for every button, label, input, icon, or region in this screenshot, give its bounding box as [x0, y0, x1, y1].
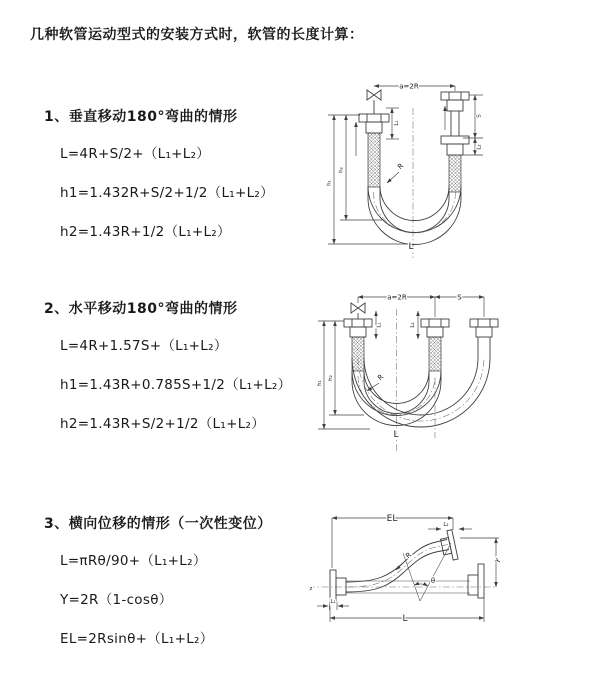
dim-label-r: R [404, 550, 414, 561]
dim-label-l1: L₁ [376, 322, 383, 328]
right-flange-top [441, 92, 469, 100]
middle-port [421, 319, 449, 371]
displaced-flange [439, 530, 458, 562]
section-2-formula-h1: h1=1.43R+0.785S+1/2（L₁+L₂） [60, 377, 292, 393]
dim-label-s: S [476, 114, 483, 118]
diagram-lateral-displacement [300, 498, 600, 653]
valve-icon [351, 303, 365, 313]
dim-label-l2: L₂ [410, 322, 416, 328]
section-1-formula-h2: h2=1.43R+1/2（L₁+L₂） [60, 224, 231, 240]
dim-label-l2: L₂ [476, 144, 483, 150]
dim-label-h1: h₁ [317, 380, 323, 386]
dim-label-l2: L₂ [443, 522, 449, 528]
hose-lower-wall [346, 550, 449, 593]
dim-label-a2r: a=2R [399, 82, 419, 91]
braided-hose-section [368, 133, 380, 187]
original-position-flange [478, 564, 484, 598]
section-3-formula-Y: Y=2R（1-cosθ） [60, 592, 173, 608]
dim-label-l: L [393, 430, 399, 440]
section-lateral-displacement [44, 513, 316, 666]
dim-label-s: S [457, 293, 462, 302]
diagram-vertical-180-bend [312, 68, 582, 263]
section-3-formula-L: L=πRθ/90+（L₁+L₂） [60, 553, 207, 569]
section-3-formula-EL: EL=2Rsinθ+（L₁+L₂） [60, 631, 214, 647]
right-flange-bottom [441, 136, 469, 144]
diagram-horizontal-180-bend [312, 283, 600, 463]
section-1-formula-L: L=4R+S/2+（L₁+L₂） [60, 146, 211, 162]
section-3-heading: 3、横向位移的情形（一次性变位） [44, 516, 272, 532]
dim-label-h2: h₂ [328, 375, 334, 381]
page-title: 几种软管运动型式的安装方式时，软管的长度计算： [30, 27, 364, 43]
dim-label-h1: h₁ [326, 180, 333, 186]
section-horizontal-180 [44, 298, 316, 451]
section-vertical-180 [44, 106, 316, 259]
dim-label-a2r: a=2R [387, 293, 407, 302]
hose-upper-wall [346, 540, 447, 583]
dim-label-h2: h₂ [338, 167, 345, 173]
dim-label-r: R [396, 161, 406, 172]
dim-label-theta: θ [430, 577, 436, 585]
dim-label-l1: L₁ [394, 120, 400, 126]
dim-label-l: L [408, 242, 414, 252]
valve-icon [367, 90, 381, 100]
dim-label-r: R [376, 372, 386, 383]
section-1-formula-h1: h1=1.432R+S/2+1/2（L₁+L₂） [60, 185, 274, 201]
braided-hose-section [449, 155, 461, 192]
section-2-heading: 2、水平移动180°弯曲的情形 [44, 301, 238, 317]
section-2-formula-h2: h2=1.43R+S/2+1/2（L₁+L₂） [60, 416, 266, 432]
dim-label-el: EL [386, 514, 398, 524]
moved-port [470, 319, 498, 358]
dim-label-l1: L₁ [330, 599, 336, 605]
dim-label-y: Y [493, 557, 503, 565]
centerline-mark: z [309, 586, 313, 592]
dim-label-l: L [402, 614, 408, 624]
left-flange [330, 570, 336, 602]
section-2-formula-L: L=4R+1.57S+（L₁+L₂） [60, 338, 228, 354]
section-1-heading: 1、垂直移动180°弯曲的情形 [44, 109, 238, 125]
left-flange [359, 114, 389, 122]
